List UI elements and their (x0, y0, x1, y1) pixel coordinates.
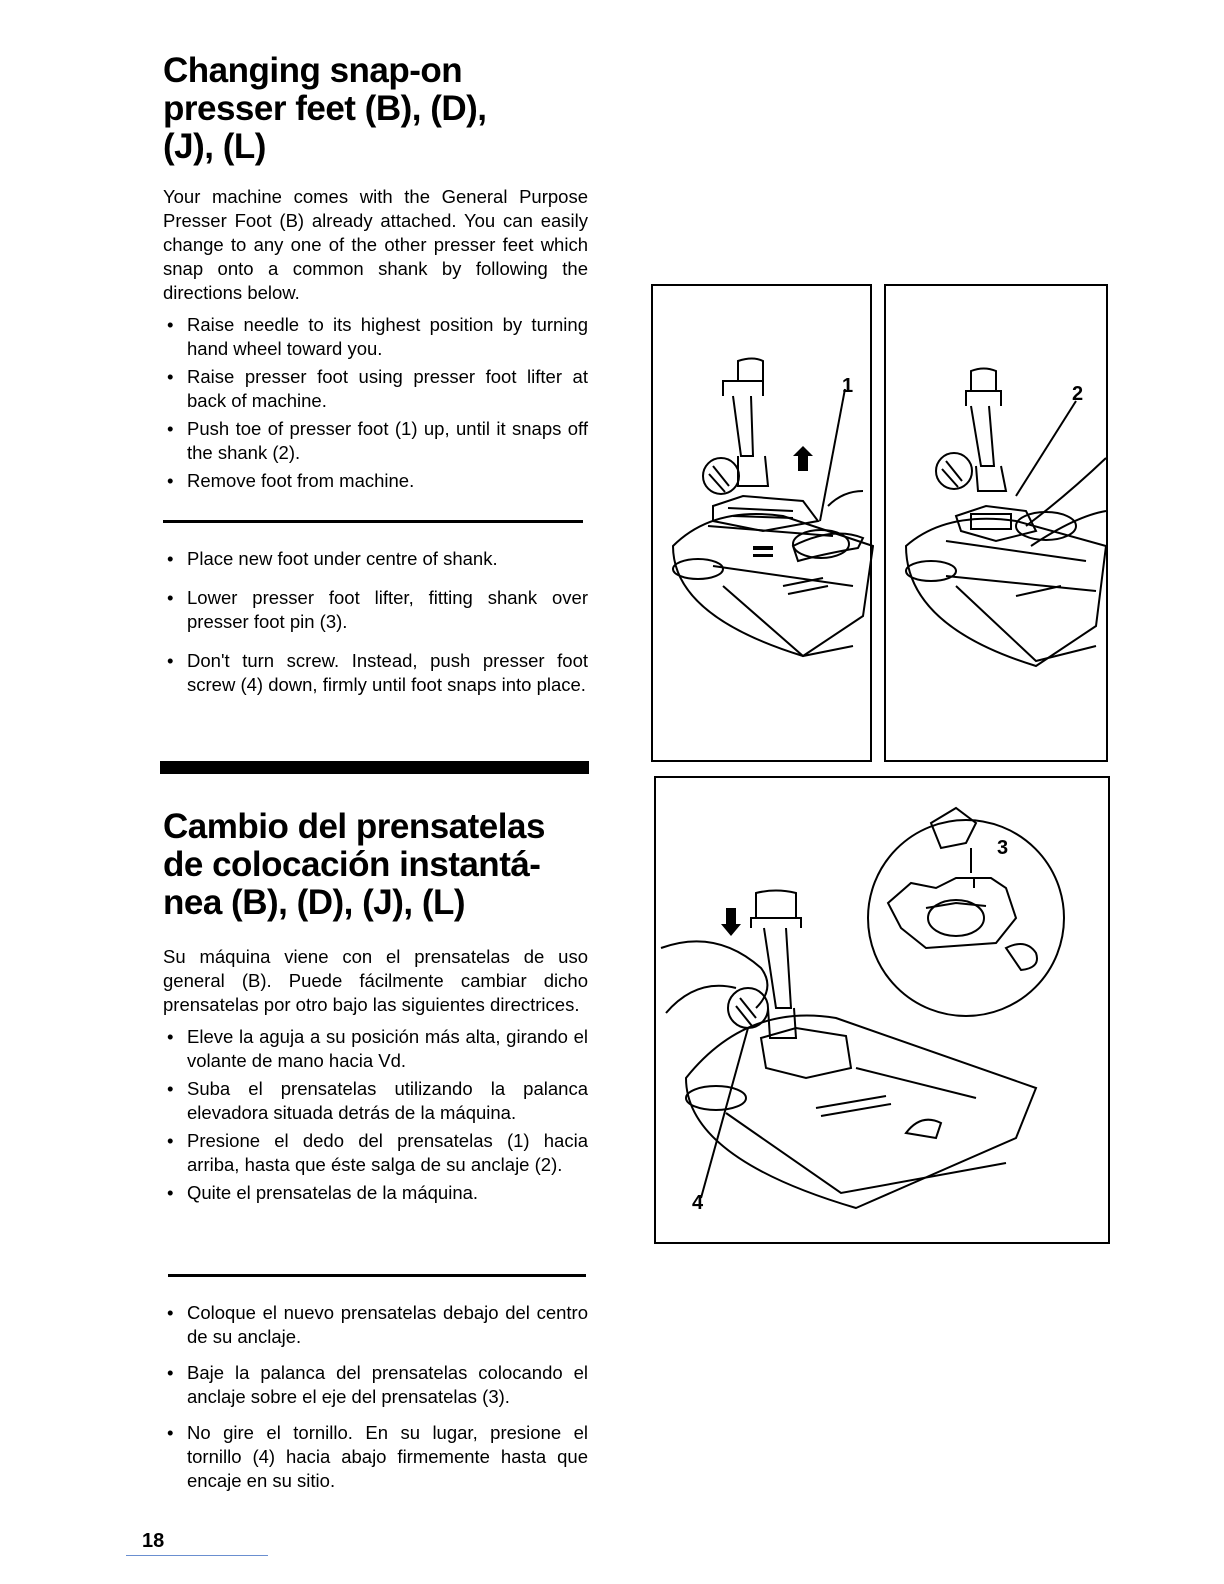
list-item: • Eleve la aguja a su posición más alta, girando el volante de mano hacia Vd. (167, 1026, 588, 1071)
list-item: • Suba el prensatelas utilizando la palanca elevadora situada detrás de la máquina. (167, 1078, 588, 1123)
spanish-attach-section (163, 1301, 588, 1493)
figure-shank (884, 284, 1108, 762)
list-item: • Remove foot from machine. (167, 470, 415, 491)
list-item: • Raise needle to its highest position by turning hand wheel toward you. (167, 314, 588, 359)
footer-line (126, 1555, 268, 1556)
list-item: • Lower presser foot lifter, fitting shank over presser foot pin (3). (167, 587, 588, 632)
english-title (163, 52, 543, 166)
figure-remove-foot (651, 284, 872, 762)
english-section (163, 52, 588, 493)
english-divider (163, 520, 583, 523)
spanish-remove-steps (163, 1025, 588, 1205)
english-title-text: Changing snap-on presser feet (B), (D), (J), (L) (163, 51, 487, 166)
spanish-divider (168, 1274, 586, 1277)
list-item: • Coloque el nuevo prensatelas debajo del centro de su anclaje. (167, 1302, 588, 1347)
list-item: • Raise presser foot using presser foot lifter at back of machine. (167, 366, 588, 411)
section-separator (160, 761, 589, 774)
figure-attach-foot (654, 776, 1110, 1244)
page-number: 18 (142, 1530, 165, 1552)
spanish-section (163, 808, 588, 1205)
spanish-title-text: Cambio del prensatelas de colocación instantá- nea (B), (D), (J), (L) (163, 807, 545, 922)
list-item: • Don't turn screw. Instead, push presser foot screw (4) down, firmly until foot snaps into place. (167, 650, 588, 695)
list-item: • No gire el tornillo. En su lugar, presione el tornillo (4) hacia abajo firmemente hasta que encaje en su sitio. (167, 1422, 588, 1491)
list-item: • Quite el prensatelas de la máquina. (167, 1182, 479, 1203)
presser-foot-illustration-1 (653, 286, 874, 764)
english-remove-steps (163, 313, 588, 493)
list-item: • Place new foot under centre of shank. (167, 548, 498, 569)
presser-foot-illustration-2 (886, 286, 1110, 764)
figure-label-1: 1 (842, 375, 854, 397)
spanish-attach-steps (163, 1301, 588, 1493)
figure-label-3: 3 (997, 837, 1009, 859)
spanish-intro: Su máquina viene con el prensatelas de uso general (B). Puede fácilmente cambiar dicho prensatelas por otro bajo las siguientes directrices. (163, 946, 588, 1015)
list-item: • Baje la palanca del prensatelas colocando el anclaje sobre el eje del prensatelas (3). (167, 1362, 588, 1407)
spanish-title (163, 808, 563, 922)
presser-foot-illustration-3 (656, 778, 1112, 1246)
english-intro: Your machine comes with the General Purpose Presser Foot (B) already attached. You can easily change to any one of the other presser feet which snap onto a common shank by following the directions below. (163, 186, 588, 303)
figure-label-4: 4 (692, 1192, 704, 1214)
english-attach-steps (163, 547, 588, 697)
list-item: • Push toe of presser foot (1) up, until it snaps off the shank (2). (167, 418, 588, 463)
figure-label-2: 2 (1072, 383, 1084, 405)
list-item: • Presione el dedo del prensatelas (1) hacia arriba, hasta que éste salga de su anclaje (2). (167, 1130, 588, 1175)
english-attach-section (163, 547, 588, 697)
